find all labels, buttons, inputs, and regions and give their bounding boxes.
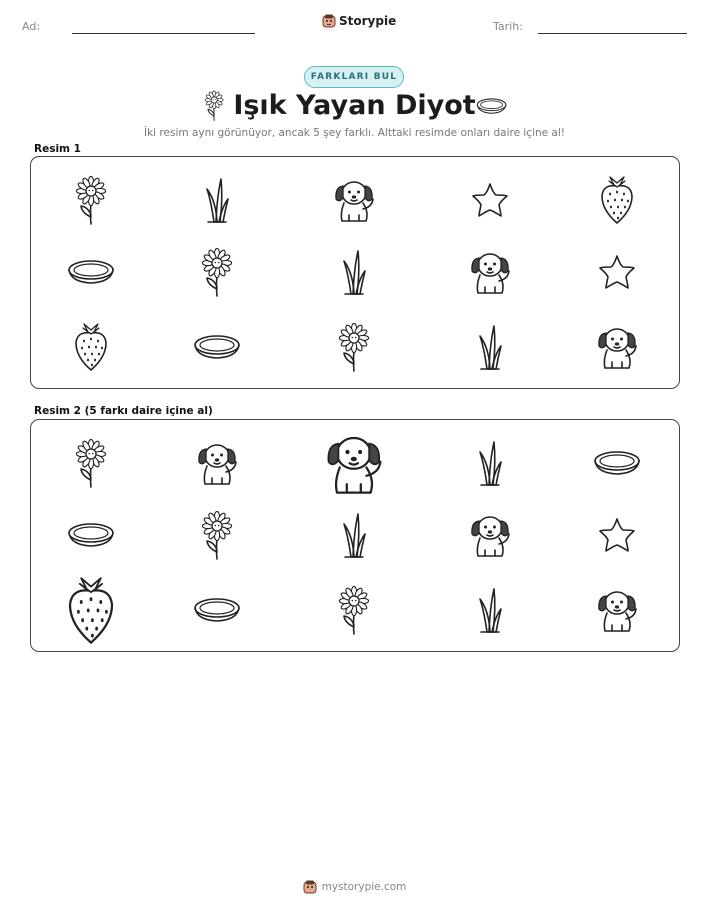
- flower-icon[interactable]: [199, 510, 235, 560]
- puppy-icon: [332, 177, 376, 223]
- bowl-icon: [67, 258, 115, 286]
- puppy-icon: [595, 324, 639, 370]
- flower-icon: [73, 175, 109, 225]
- strawberry-icon: [71, 321, 111, 373]
- strawberry-icon: [597, 174, 637, 226]
- picture1-panel: [30, 156, 680, 389]
- instructions: İki resim aynı görünüyor, ancak 5 şey farklı. Alttaki resimde onları daire içine al!: [144, 127, 565, 139]
- flower-icon: [336, 322, 372, 372]
- activity-badge: FARKLARI BUL: [304, 66, 404, 88]
- brand-logo: [322, 14, 396, 28]
- bowl-icon[interactable]: [67, 521, 115, 549]
- puppy-icon[interactable]: [195, 440, 239, 486]
- flower-icon: [199, 247, 235, 297]
- storypie-mascot-icon: [322, 14, 336, 28]
- name-label: Ad:: [22, 20, 41, 33]
- bowl-icon[interactable]: [593, 449, 641, 477]
- puppy-icon[interactable]: [468, 512, 512, 558]
- footer: [0, 880, 709, 894]
- page-title: Işık Yayan Diyot: [233, 90, 476, 121]
- flower-icon: [203, 90, 225, 125]
- flower-icon[interactable]: [73, 438, 109, 488]
- grass-icon[interactable]: [341, 512, 367, 558]
- brand-name: Storypie: [339, 14, 397, 28]
- puppy-icon[interactable]: [323, 431, 385, 495]
- picture2-panel[interactable]: [30, 419, 680, 652]
- puppy-icon[interactable]: [595, 587, 639, 633]
- picture2-label: Resim 2 (5 farkı daire içine al): [34, 405, 213, 417]
- grass-icon[interactable]: [477, 587, 503, 633]
- puppy-icon: [468, 249, 512, 295]
- grass-icon: [204, 177, 230, 223]
- picture1-label: Resim 1: [34, 143, 81, 155]
- footer-url: mystorypie.com: [321, 881, 407, 893]
- date-label: Tarih:: [493, 20, 523, 33]
- name-line[interactable]: [72, 33, 255, 34]
- bowl-icon[interactable]: [193, 596, 241, 624]
- grass-icon: [477, 324, 503, 370]
- star-icon[interactable]: [597, 516, 637, 554]
- star-icon: [597, 253, 637, 291]
- star-icon: [470, 181, 510, 219]
- grass-icon[interactable]: [477, 440, 503, 486]
- bowl-icon: [193, 333, 241, 361]
- grass-icon: [341, 249, 367, 295]
- bowl-icon: [476, 97, 507, 119]
- flower-icon[interactable]: [336, 585, 372, 635]
- date-line[interactable]: [538, 33, 687, 34]
- strawberry-icon[interactable]: [63, 574, 119, 647]
- storypie-mascot-icon: [303, 880, 317, 894]
